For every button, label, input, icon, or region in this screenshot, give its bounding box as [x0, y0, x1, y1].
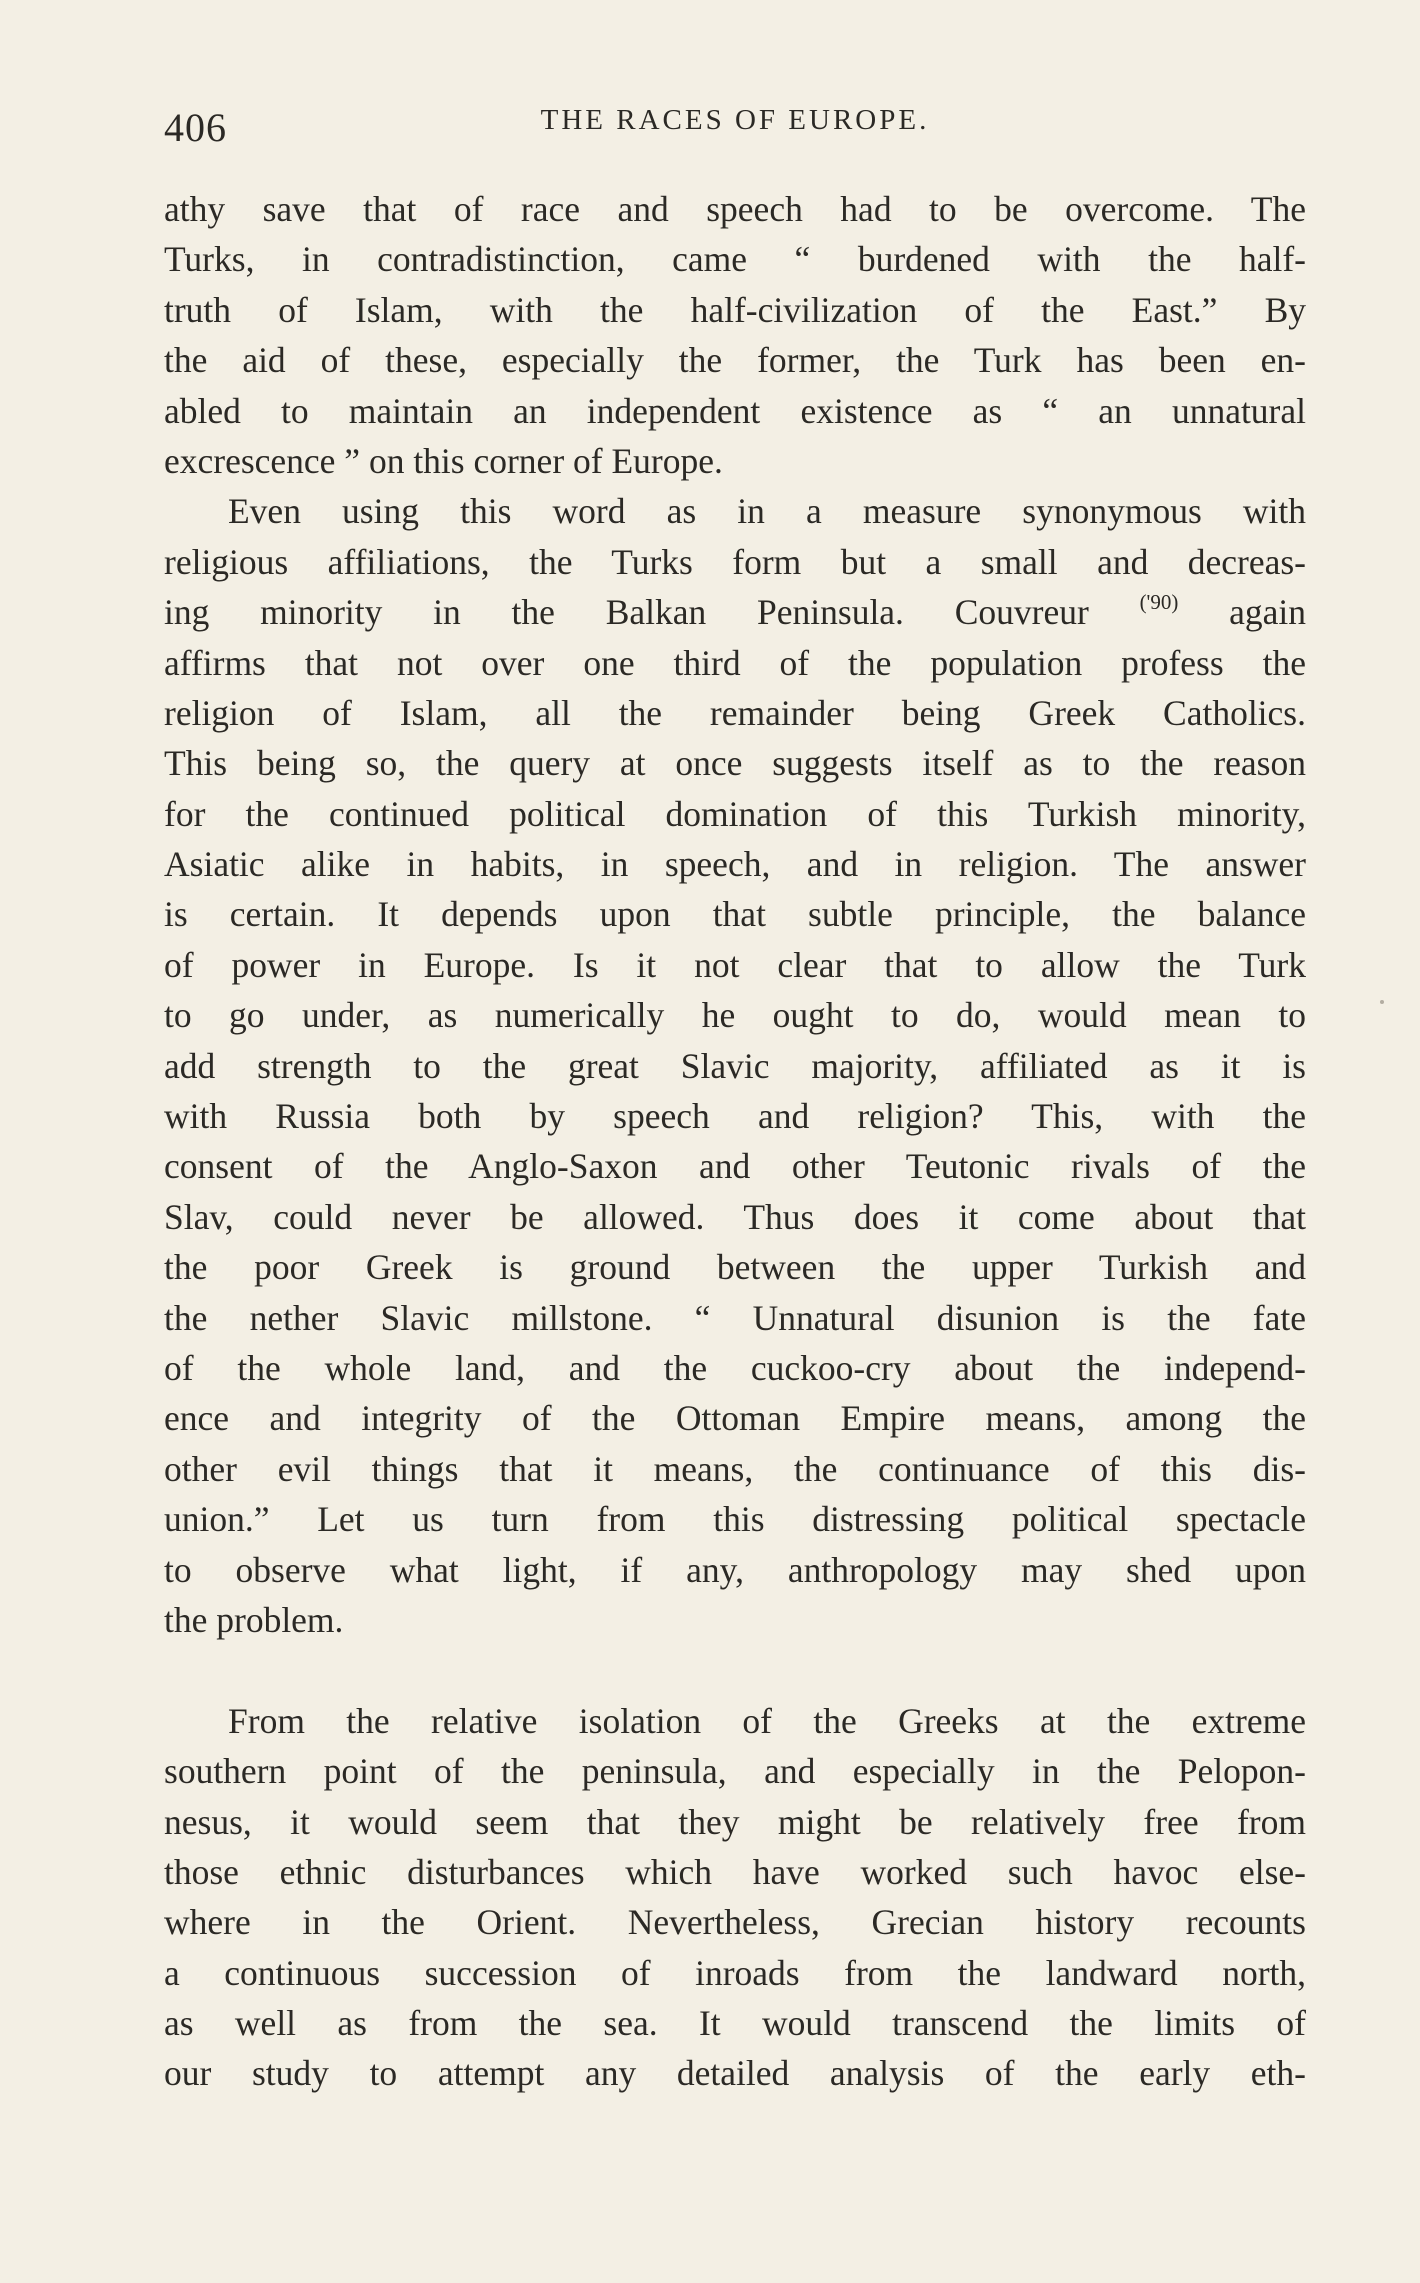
text-line: Even using this word as in a measure synonymous with	[228, 491, 1306, 532]
text-line: consent of the Anglo-Saxon and other Teutonic rivals of the	[164, 1146, 1306, 1187]
text-line: truth of Islam, with the half-civilization of the East.” By	[164, 289, 1306, 330]
paragraph-gap	[164, 1645, 1306, 1695]
text-line: those ethnic disturbances which have worked such havoc else-	[164, 1851, 1306, 1892]
running-title: THE RACES OF EUROPE.	[540, 104, 930, 136]
page-number: 406	[164, 105, 227, 150]
text-line: with Russia both by speech and religion? This, with the	[164, 1096, 1306, 1137]
text-line: of power in Europe. Is it not clear that to allow the Turk	[164, 944, 1306, 985]
text-line: the nether Slavic millstone. “ Unnatural disunion is the fate	[164, 1297, 1306, 1338]
text-line: the poor Greek is ground between the upper Turkish and	[164, 1247, 1306, 1288]
text-line: the aid of these, especially the former, the Turk has been en-	[164, 340, 1306, 381]
text-line: abled to maintain an independent existence as “ an unnatural	[164, 390, 1306, 431]
text-line: a continuous succession of inroads from the landward north,	[164, 1952, 1306, 1993]
text-line: is certain. It depends upon that subtle principle, the balance	[164, 894, 1306, 935]
paragraph	[164, 184, 1306, 486]
text-line: religion of Islam, all the remainder being Greek Catholics.	[164, 692, 1306, 733]
text-line: religious affiliations, the Turks form but a small and decreas-	[164, 541, 1306, 582]
text-line: to go under, as numerically he ought to do, would mean to	[164, 995, 1306, 1036]
paragraph	[164, 486, 1306, 1645]
text-line-with-citation	[164, 587, 1306, 637]
text-line: of the whole land, and the cuckoo-cry about the independ-	[164, 1347, 1306, 1388]
text-line: union.” Let us turn from this distressing political spectacle	[164, 1499, 1306, 1540]
text-line: Slav, could never be allowed. Thus does it come about that	[164, 1196, 1306, 1237]
text-line: Asiatic alike in habits, in speech, and in religion. The answer	[164, 844, 1306, 885]
text-line: athy save that of race and speech had to be overcome. The	[164, 189, 1306, 229]
text-fragment: again	[1178, 592, 1306, 633]
text-line: nesus, it would seem that they might be relatively free from	[164, 1801, 1306, 1842]
text-line: add strength to the great Slavic majority, affiliated as it is	[164, 1045, 1306, 1086]
running-head	[164, 96, 1306, 156]
text-line: as well as from the sea. It would transcend the limits of	[164, 2003, 1306, 2044]
text-line: for the continued political domination of this Turkish minority,	[164, 793, 1306, 834]
text-line: ence and integrity of the Ottoman Empire means, among the	[164, 1398, 1306, 1439]
text-line: to observe what light, if any, anthropology may shed upon	[164, 1549, 1306, 1590]
text-line: southern point of the peninsula, and especially in the Pelopon-	[164, 1751, 1306, 1792]
margin-mark	[1380, 1000, 1384, 1004]
text-fragment: ing minority in the Balkan Peninsula. Couvreur	[164, 592, 1089, 633]
text-line: our study to attempt any detailed analysis of the early eth-	[164, 2053, 1306, 2094]
text-line: Turks, in contradistinction, came “ burdened with the half-	[164, 239, 1306, 280]
text-line: affirms that not over one third of the population profess the	[164, 642, 1306, 683]
text-line: excrescence ” on this corner of Europe.	[164, 440, 723, 481]
text-line: where in the Orient. Nevertheless, Grecian history recounts	[164, 1902, 1306, 1943]
text-line: the problem.	[164, 1599, 344, 1640]
text-line: From the relative isolation of the Greeks at the extreme	[228, 1700, 1306, 1741]
citation-reference: ('90)	[1139, 590, 1179, 615]
body-text	[164, 184, 1306, 2099]
text-line: This being so, the query at once suggests itself as to the reason	[164, 743, 1306, 784]
text-line: other evil things that it means, the continuance of this dis-	[164, 1448, 1306, 1489]
paragraph	[164, 1696, 1306, 2099]
